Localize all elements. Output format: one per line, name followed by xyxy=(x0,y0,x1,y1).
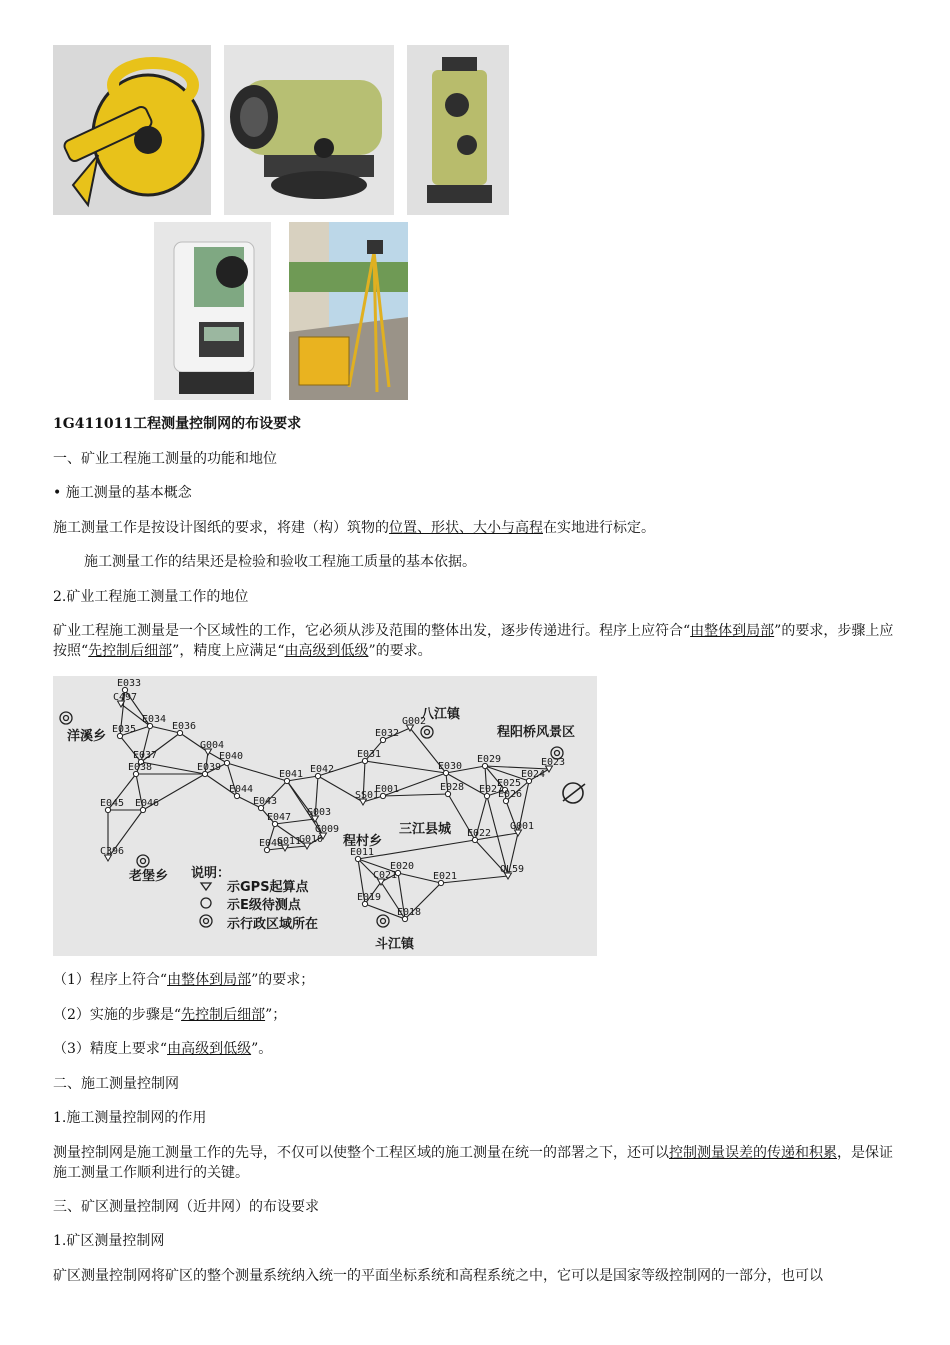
control-point-label: E011 xyxy=(350,847,375,858)
paragraph-4: 测量控制网是施工测量工作的先导，不仅可以使整个工程区域的施工测量在统一的部署之下，还可以控制测量误差的传递和积累，是保证施工测量工作顺利进行的关键。 xyxy=(53,1145,893,1181)
control-point-label: E042 xyxy=(310,764,335,775)
bullet-basic-concept: • 施工测量的基本概念 xyxy=(53,485,192,501)
control-point-label: E039 xyxy=(197,762,222,773)
control-point-label: E047 xyxy=(267,812,292,823)
town-label-2: 程阳桥风景区 xyxy=(497,725,576,740)
control-point-label: G010 xyxy=(299,834,324,845)
control-point-label: E046 xyxy=(135,798,160,809)
control-point-label: G002 xyxy=(402,716,427,727)
control-point-label: E029 xyxy=(477,754,502,765)
section-1-title: 一、矿业工程施工测量的功能和地位 xyxy=(53,451,277,467)
control-point-label: E035 xyxy=(112,724,137,735)
control-point-label: E026 xyxy=(498,789,523,800)
section-heading: 1G411011工程测量控制网的布设要求 xyxy=(53,416,302,432)
control-point-label: E038 xyxy=(128,762,153,773)
control-point-label: E025 xyxy=(497,778,522,789)
control-point-label: G009 xyxy=(315,824,340,835)
total-station-photo xyxy=(154,222,271,400)
gps-tripod-photo xyxy=(289,222,408,400)
control-point-label: SS01 xyxy=(355,790,380,801)
control-point-label: E018 xyxy=(397,907,422,918)
control-point-label: E022 xyxy=(467,828,492,839)
town-label-5: 老堡乡 xyxy=(129,869,169,884)
town-label-6: 斗江镇 xyxy=(375,937,415,952)
control-point-label: E023 xyxy=(541,757,566,768)
paragraph-3: 矿业工程施工测量是一个区域性的工作，它必须从涉及范围的整体出发，逐步传递进行。程序上应符合“由整体到局部”的要求，步骤上应按照“先控制后细部”，精度上应满足“由高级到低级”的要求。 xyxy=(53,623,894,659)
tape-measure-photo xyxy=(53,45,211,215)
theodolite-photo xyxy=(407,45,509,215)
control-point-label: E019 xyxy=(357,892,382,903)
control-point-label: E027 xyxy=(479,784,504,795)
control-point-label: E021 xyxy=(433,871,458,882)
list-item-2: （2）实施的步骤是“先控制后细部”； xyxy=(53,1007,287,1023)
subsection-1-2: 2.矿业工程施工测量工作的地位 xyxy=(53,589,249,605)
control-point-label: E028 xyxy=(440,782,465,793)
subsection-3-1: 1.矿区测量控制网 xyxy=(53,1233,165,1249)
control-point-label: C396 xyxy=(100,846,125,857)
level-instrument-photo xyxy=(224,45,394,215)
legend-title: 说明： xyxy=(191,866,231,881)
subsection-2-1: 1.施工测量控制网的作用 xyxy=(53,1110,207,1126)
list-item-3: （3）精度上要求“由高级到低级”。 xyxy=(53,1041,273,1057)
legend-item-2: 示行政区域所在 xyxy=(227,917,319,932)
control-point-label: QL59 xyxy=(500,864,525,875)
town-label-3: 三江县城 xyxy=(399,822,452,837)
list-item-1: （1）程序上符合“由整体到局部”的要求； xyxy=(53,972,315,988)
control-point-label: E024 xyxy=(521,769,546,780)
section-3-title: 三、矿区测量控制网（近井网）的布设要求 xyxy=(53,1199,319,1215)
control-point-label: G011 xyxy=(277,836,302,847)
control-point-label: E034 xyxy=(142,714,167,725)
paragraph-5: 矿区测量控制网将矿区的整个测量系统纳入统一的平面坐标系统和高程系统之中，它可以是国家等级控制网的一部分，也可以 xyxy=(53,1268,823,1284)
control-point-label: G001 xyxy=(510,821,535,832)
control-point-label: E036 xyxy=(172,721,197,732)
town-label-1: 八江镇 xyxy=(421,707,461,722)
control-point-label: G003 xyxy=(307,807,332,818)
paragraph-2: 施工测量工作的结果还是检验和验收工程施工质量的基本依据。 xyxy=(84,554,476,570)
control-point-label: E045 xyxy=(100,798,125,809)
control-point-label: E040 xyxy=(219,751,244,762)
control-point-label: E030 xyxy=(438,761,463,772)
control-point-label: G004 xyxy=(200,740,225,751)
section-2-title: 二、施工测量控制网 xyxy=(53,1076,179,1092)
control-point-label: E033 xyxy=(117,678,142,689)
control-point-label: C497 xyxy=(113,692,138,703)
control-point-label: E041 xyxy=(279,769,304,780)
control-point-label: E031 xyxy=(357,749,382,760)
town-label-4: 程村乡 xyxy=(343,834,383,849)
town-label-0: 洋溪乡 xyxy=(67,729,107,744)
control-point-label: E044 xyxy=(229,784,254,795)
legend-item-0: 示GPS起算点 xyxy=(227,880,309,895)
control-point-label: E001 xyxy=(375,784,400,795)
legend-item-1: 示E级待测点 xyxy=(227,898,301,913)
control-point-label: E020 xyxy=(390,861,415,872)
control-point-label: E048 xyxy=(259,838,284,849)
control-point-label: E043 xyxy=(253,796,278,807)
control-point-label: C021 xyxy=(373,870,398,881)
control-network-map xyxy=(53,676,597,956)
paragraph-1: 施工测量工作是按设计图纸的要求，将建（构）筑物的位置、形状、大小与高程在实地进行标定。 xyxy=(53,520,655,536)
control-point-label: E032 xyxy=(375,728,400,739)
control-point-label: E037 xyxy=(133,750,158,761)
